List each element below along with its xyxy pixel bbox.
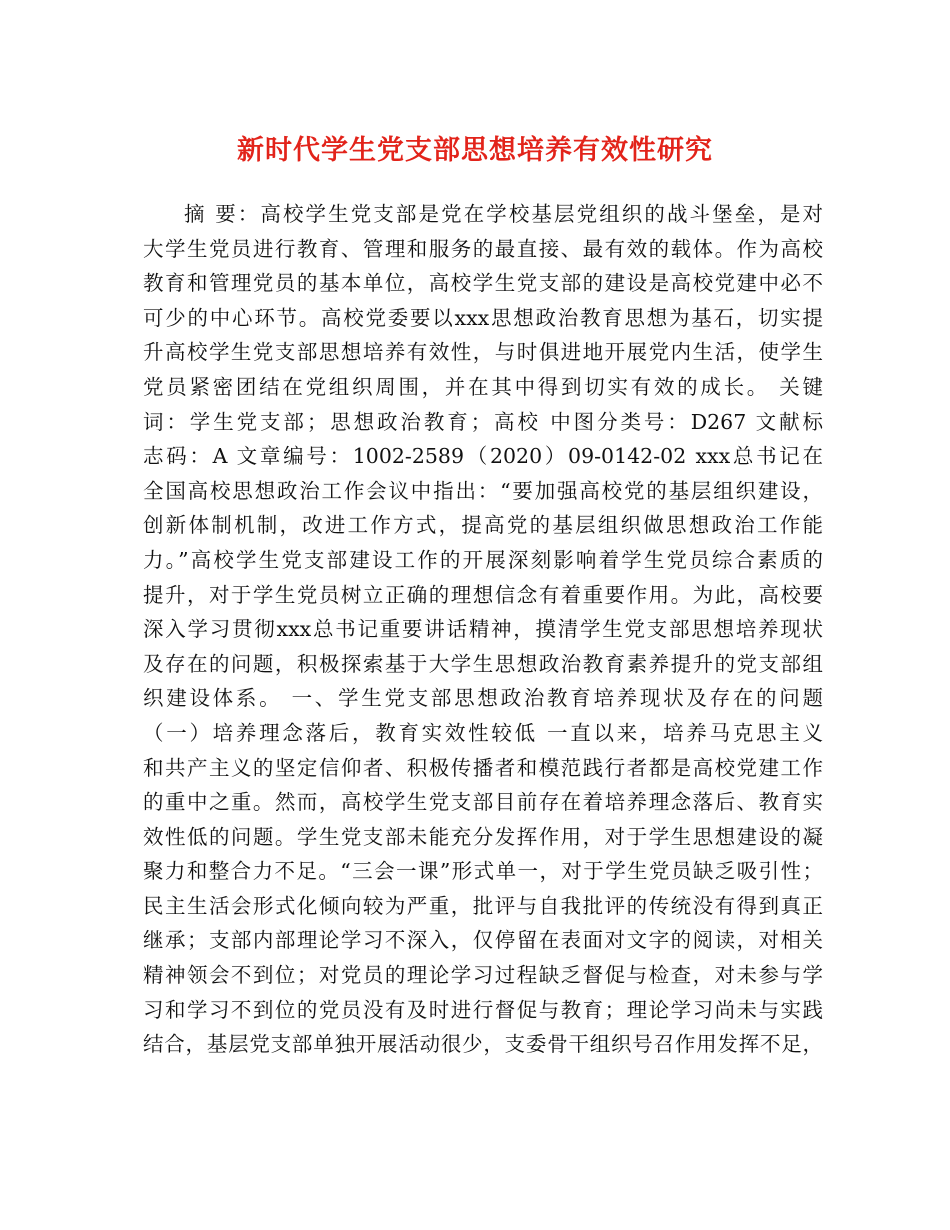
body-line: 党员紧密团结在党组织周围，并在其中得到切实有效的成长。 关键 [143,374,823,399]
body-line: 习和学习不到位的党员没有及时进行督促与教育；理论学习尚未与实践 [143,997,823,1022]
body-line: 效性低的问题。学生党支部未能充分发挥作用，对于学生思想建设的凝 [143,824,823,849]
body-line: 继承；支部内部理论学习不深入，仅停留在表面对文字的阅读，对相关 [143,928,823,953]
body-line: 及存在的问题，积极探索基于大学生思想政治教育素养提升的党支部组 [143,651,823,676]
body-line: 深入学习贯彻xxx总书记重要讲话精神，摸清学生党支部思想培养现状 [143,617,823,642]
body-line: 织建设体系。 一、学生党支部思想政治教育培养现状及存在的问题 [143,686,823,711]
body-line: 民主生活会形式化倾向较为严重，批评与自我批评的传统没有得到真正 [143,893,823,918]
body-line: 的重中之重。然而，高校学生党支部目前存在着培养理念落后、教育实 [143,790,823,815]
body-line: 精神领会不到位；对党员的理论学习过程缺乏督促与检查，对未参与学 [143,963,823,988]
body-line: 升高校学生党支部思想培养有效性，与时俱进地开展党内生活，使学生 [143,340,823,365]
body-line: 提升，对于学生党员树立正确的理想信念有着重要作用。为此，高校要 [143,582,823,607]
body-line: 志码：A 文章编号：1002-2589（2020）09-0142-02 xxx总书记在 [143,444,823,469]
document-body [143,197,823,1062]
body-line: 聚力和整合力不足。“三会一课”形式单一，对于学生党员缺乏吸引性； [143,859,823,884]
body-line: 全国高校思想政治工作会议中指出：“要加强高校党的基层组织建设， [143,478,823,503]
document-title: 新时代学生党支部思想培养有效性研究 [237,135,713,166]
body-line: 词：学生党支部；思想政治教育；高校 中图分类号：D267 文献标 [143,409,823,434]
body-line: 力。”高校学生党支部建设工作的开展深刻影响着学生党员综合素质的 [143,547,823,572]
body-line: 摘 要：高校学生党支部是党在学校基层党组织的战斗堡垒，是对 [184,202,823,226]
body-line: 可少的中心环节。高校党委要以xxx思想政治教育思想为基石，切实提 [143,305,823,330]
body-line: 和共产主义的坚定信仰者、积极传播者和模范践行者都是高校党建工作 [143,755,823,780]
body-line: 教育和管理党员的基本单位，高校学生党支部的建设是高校党建中必不 [143,271,823,296]
body-line: （一）培养理念落后，教育实效性较低 一直以来，培养马克思主义 [143,720,823,745]
body-line: 大学生党员进行教育、管理和服务的最直接、最有效的载体。作为高校 [143,236,823,261]
body-line: 结合，基层党支部单独开展活动很少，支委骨干组织号召作用发挥不足， [143,1032,823,1057]
body-line: 创新体制机制，改进工作方式，提高党的基层组织做思想政治工作能 [143,513,823,538]
